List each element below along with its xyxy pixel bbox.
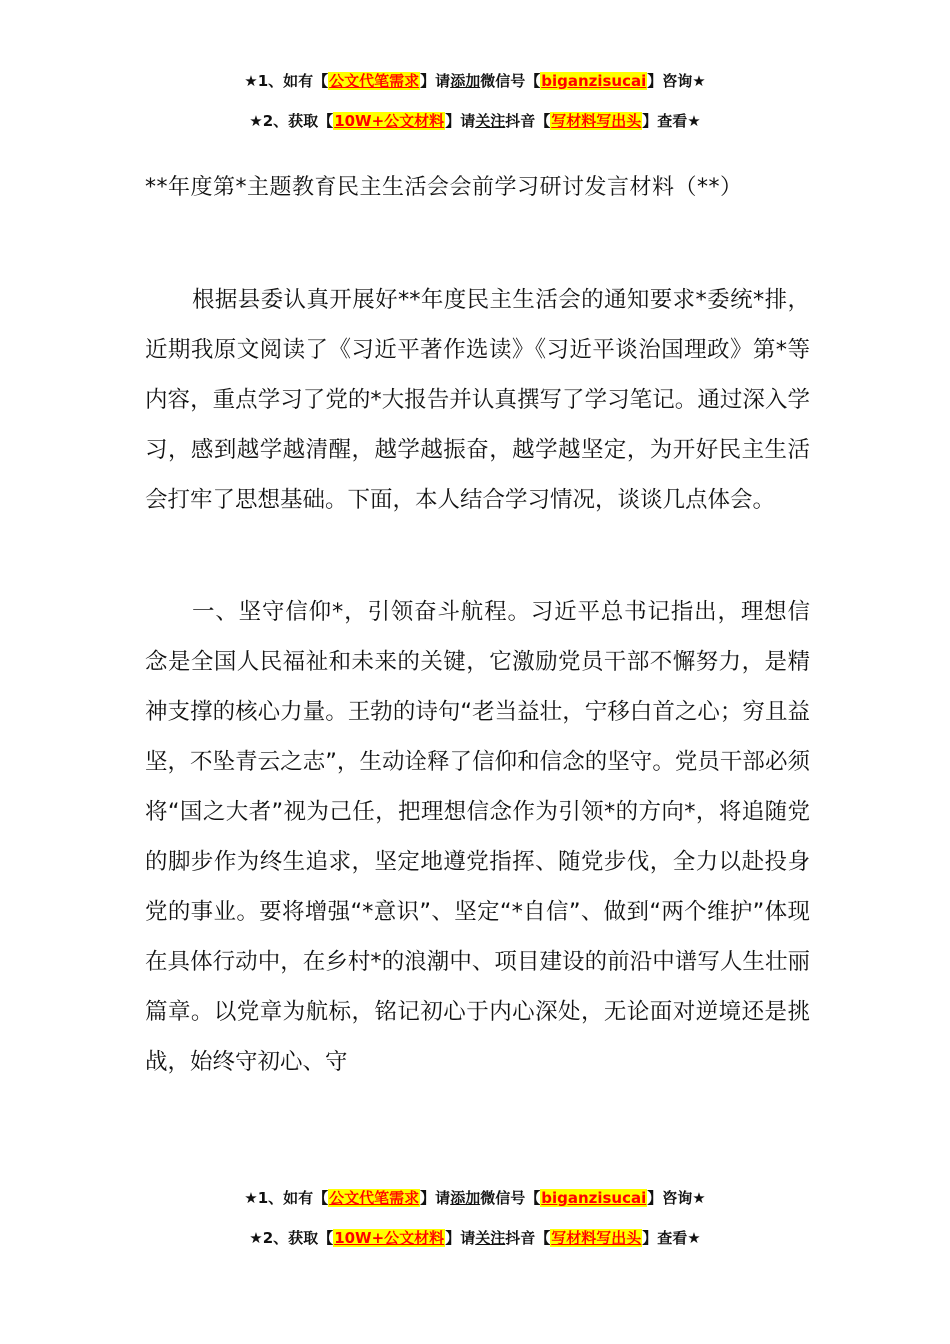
banner-emphasis: 关注: [475, 112, 506, 130]
header-banner-line-2: [0, 109, 950, 133]
banner-text: 】请: [420, 72, 451, 90]
banner-text: 微信号【: [480, 72, 541, 90]
banner-text: 】请: [445, 112, 476, 130]
banner-prefix: ★2、获取【: [249, 1229, 334, 1247]
footer-banner-line-2: [0, 1226, 950, 1250]
banner-highlight-wechat-id: biganzisucai: [541, 72, 647, 90]
banner-emphasis: 关注: [475, 1229, 506, 1247]
banner-highlight-service: 公文代笔需求: [329, 72, 420, 90]
banner-suffix: 】查看★: [642, 112, 701, 130]
footer-banner-line-1: [0, 1186, 950, 1210]
banner-text: 抖音【: [505, 1229, 551, 1247]
banner-highlight-wechat-id: biganzisucai: [541, 1189, 647, 1207]
banner-suffix: 】查看★: [642, 1229, 701, 1247]
banner-prefix: ★2、获取【: [249, 112, 334, 130]
banner-text: 微信号【: [480, 1189, 541, 1207]
banner-highlight-service: 公文代笔需求: [329, 1189, 420, 1207]
banner-highlight-materials: 10W+公文材料: [334, 112, 445, 130]
banner-suffix: 】咨询★: [647, 72, 706, 90]
banner-emphasis: 添加: [450, 72, 481, 90]
banner-text: 】请: [420, 1189, 451, 1207]
document-title: **年度第*主题教育民主生活会会前学习研讨发言材料（**）: [145, 175, 743, 200]
banner-highlight-materials: 10W+公文材料: [334, 1229, 445, 1247]
banner-emphasis: 添加: [450, 1189, 481, 1207]
banner-highlight-douyin-account: 写材料写出头: [551, 1229, 642, 1247]
body-paragraph: 根据县委认真开展好**年度民主生活会的通知要求*委统*排，近期我原文阅读了《习近平著作选读》《习近平谈治国理政》第*等内容，重点学习了党的*大报告并认真撰写了学习笔记。通过深入学习，感到越学越清醒，越学越振奋，越学越坚定，为开好民主生活会打牢了思想基础。下面，本人结合学习情况，谈谈几点体会。: [145, 287, 810, 513]
banner-highlight-douyin-account: 写材料写出头: [551, 112, 642, 130]
banner-suffix: 】咨询★: [647, 1189, 706, 1207]
banner-text: 】请: [445, 1229, 476, 1247]
body-paragraph: 一、坚守信仰*，引领奋斗航程。习近平总书记指出，理想信念是全国人民福祉和未来的关键，它激励党员干部不懈努力，是精神支撑的核心力量。王勃的诗句“老当益壮，宁移白首之心；穷且益坚，不坠青云之志”，生动诠释了信仰和信念的坚守。党员干部必须将“国之大者”视为己任，把理想信念作为引领*的方向*，将追随党的脚步作为终生追求，坚定地遵党指挥、随党步伐，全力以赴投身党的事业。要将增强“*意识”、坚定“*自信”、做到“两个维护”体现在具体行动中，在乡村*的浪潮中、项目建设的前沿中谱写人生壮丽篇章。以党章为航标，铭记初心于内心深处，无论面对逆境还是挑战，始终守初心、守: [145, 599, 810, 1075]
banner-text: 抖音【: [505, 112, 551, 130]
banner-prefix: ★1、如有【: [244, 1189, 329, 1207]
header-banner-line-1: [0, 69, 950, 93]
banner-prefix: ★1、如有【: [244, 72, 329, 90]
